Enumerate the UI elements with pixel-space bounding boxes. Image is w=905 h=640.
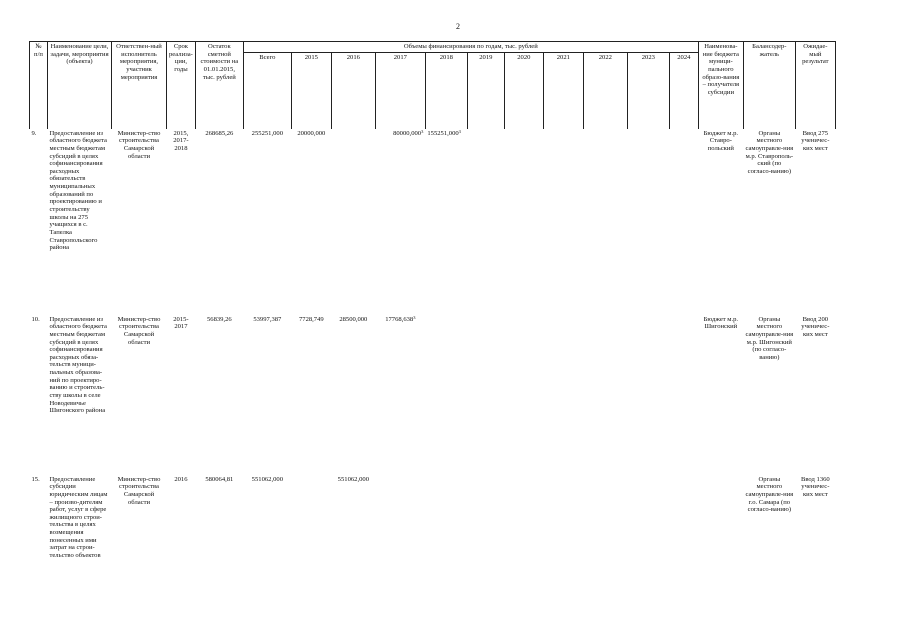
header-total: Всего (243, 52, 291, 129)
row-holder: Органы местного самоуправле-ния г.о. Самара (по согласо-ванию) (745, 475, 794, 514)
row-executor: Министер-ство строительства Самарской области (117, 475, 161, 506)
row-2016: 28500,000 (339, 315, 368, 323)
row-remainder: 580064,81 (205, 475, 234, 483)
row-2016: 551062,000 (337, 475, 369, 483)
row-total: 255251,000 (251, 129, 283, 137)
row-2021 (543, 129, 583, 315)
row-2022 (583, 475, 627, 605)
financing-table (29, 41, 836, 605)
row-2024 (669, 475, 698, 605)
header-year: 2020 (504, 52, 543, 129)
row-2017 (375, 129, 425, 315)
row-2015: 7728,749 (298, 315, 324, 323)
row-2015 (291, 475, 331, 605)
header-year: 2017 (375, 52, 425, 129)
row-total: 551062,000 (251, 475, 283, 483)
row-2023 (627, 475, 669, 605)
row-term: 2015, 2017-2018 (173, 129, 189, 152)
row-name: Предоставление субсидии юридическим лицам – произво-дителям работ, услуг в сфере жилищного строи-тельства в целях возмещения понесенных ими затрат на строи-тельство объектов (49, 475, 108, 560)
header-term: Срок реализа-ции, годы (167, 42, 196, 129)
row-2018 (425, 129, 467, 315)
row-2021 (543, 315, 583, 475)
row-term: 2016 (174, 475, 188, 483)
header-budget: Наименова-ние бюджета муници-пального образо-вания – получателя субсидии (698, 42, 743, 129)
table-row (30, 315, 836, 475)
header-year: 2021 (543, 52, 583, 129)
header-num: № п/п (30, 42, 48, 129)
row-2024 (669, 129, 698, 315)
header-year: 2019 (467, 52, 504, 129)
row-2018 (425, 475, 467, 605)
row-holder: Органы местного самоуправле-ния м.р. Ставрополь-ский (по согласо-ванию) (745, 129, 794, 175)
page-number: 2 (456, 22, 460, 31)
row-term: 2015-2017 (173, 315, 189, 331)
row-2019 (467, 475, 504, 605)
row-result: Ввод 275 ученичес-ких мест (801, 129, 830, 152)
row-result: Ввод 200 ученичес-ких мест (801, 315, 830, 338)
header-year: 2016 (331, 52, 375, 129)
row-2022 (583, 129, 627, 315)
row-total: 53997,387 (253, 315, 282, 323)
row-2020 (504, 475, 543, 605)
table-row (30, 129, 836, 315)
row-executor: Министер-ство строительства Самарской области (117, 129, 161, 160)
row-remainder: 268685,26 (205, 129, 234, 137)
row-name: Предоставление из областного бюджета местным бюджетам субсидий в целях софинансирования расходных обяза-тельств муници-пальных образова-ний по проектиро-ванию и строитель-ству школы в селе Новодевичье Шигонского района (49, 315, 107, 415)
row-2024 (669, 315, 698, 475)
header-result: Ожидае-мый результат (795, 42, 835, 129)
row-budget (698, 475, 743, 605)
row-2020 (504, 315, 543, 475)
row-2019 (467, 315, 504, 475)
row-budget: Бюджет м.р. Шигонский (703, 315, 739, 331)
row-2015: 20000,000 (297, 129, 326, 137)
header-year: 2018 (425, 52, 467, 129)
row-2017 (375, 315, 425, 475)
row-num: 15. (31, 475, 40, 483)
footnote-mark: 3 (458, 128, 461, 134)
row-2023 (627, 129, 669, 315)
row-2023 (627, 315, 669, 475)
row-2020 (504, 129, 543, 315)
row-2017-value: 80000,000 (393, 129, 422, 137)
row-2017 (375, 475, 425, 605)
row-result: Ввод 1360 ученичес-ких мест (800, 475, 830, 498)
header-year: 2015 (291, 52, 331, 129)
row-name: Предоставление из областного бюджета местным бюджетам субсидий в целях софинансирования расходных обязательств муниципальных образований по проектированию и строительству школы на 275 учащихся в с. Тапелка Ставропольского района (49, 129, 107, 252)
header-name: Наименование цели, задачи, мероприятия (объекта) (48, 42, 112, 129)
row-2018 (425, 315, 467, 475)
header-year: 2022 (583, 52, 627, 129)
footnote-mark: 3 (421, 128, 424, 134)
row-2016 (331, 129, 375, 315)
row-2018-value: 155251,000 (427, 129, 459, 137)
header-holder: Балансодер-жатель (743, 42, 795, 129)
table-row (30, 475, 836, 605)
row-2017-value: 17768,638 (385, 315, 414, 323)
row-budget: Бюджет м.р. Ставро-польский (703, 129, 739, 152)
row-num: 10. (31, 315, 40, 323)
header-year: 2023 (627, 52, 669, 129)
row-2019 (467, 129, 504, 315)
row-holder: Органы местного самоуправле-ния м.р. Шигонский (по согласо-ванию) (745, 315, 794, 361)
header-remainder: Остаток сметной стоимости на 01.01.2015, тыс. рублей (195, 42, 243, 129)
row-num: 9. (31, 129, 37, 137)
row-2021 (543, 475, 583, 605)
footnote-mark: 3 (413, 314, 416, 320)
header-executor: Ответствен-ный исполнитель мероприятия, участник мероприятия (112, 42, 167, 129)
row-executor: Министер-ство строительства Самарской области (117, 315, 161, 346)
table-header (30, 42, 836, 129)
header-year: 2024 (669, 52, 698, 129)
header-volumes-group: Объемы финансирования по годам, тыс. рублей (243, 42, 698, 53)
row-remainder: 56839,26 (206, 315, 232, 323)
row-2022 (583, 315, 627, 475)
